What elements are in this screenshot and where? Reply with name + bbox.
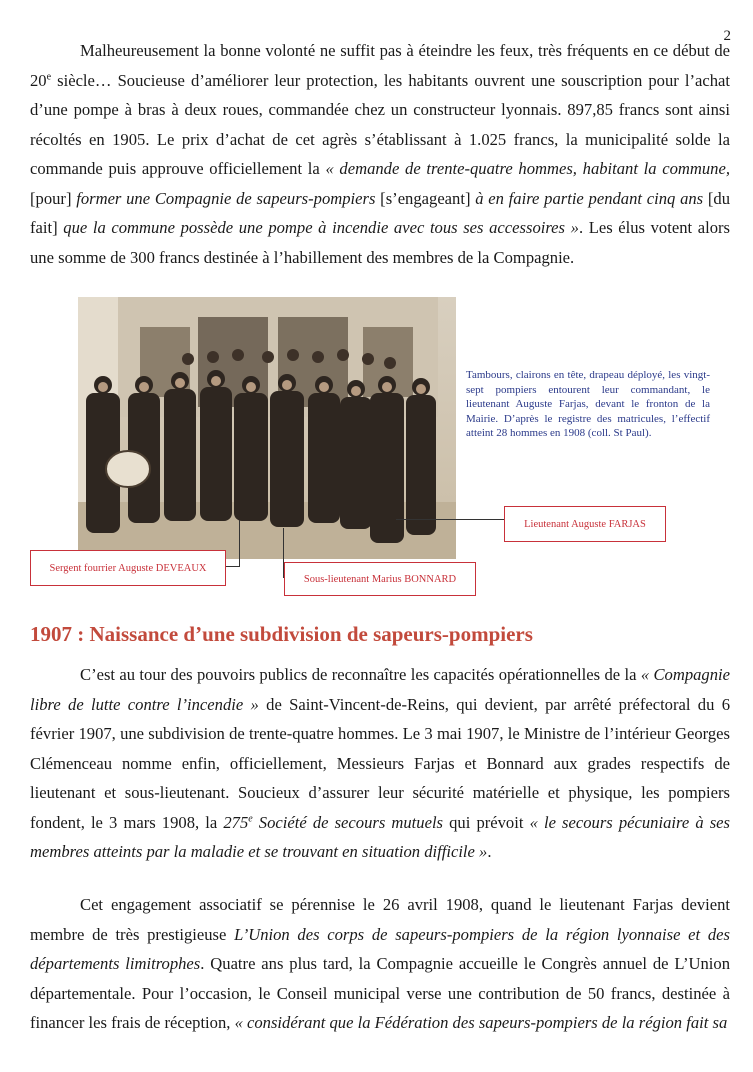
paragraph-subdivision: C’est au tour des pouvoirs publics de reconnaître les capacités opérationnelles de la « Compagnie libre de lutte contre l’incendie » de Saint-Vincent-de-Reins, qui devient, par arrêté préfectoral du 6 février 1907, une subdivision de trente-quatre hommes. Le 3 mai 1907, le Ministre de l’intérieur Georges Clémenceau nomme enfin, officiellement, Messieurs Farjas et Bonnard aux grades respectifs de lieutenant et sous-lieutenant. Soucieux d’assurer leur sécurité matérielle et physique, les pompiers fondent, le 3 mars 1908, la 275e Société de secours mutuels qui prévoit « le secours pécuniaire à ses membres atteints par la maladie et se trouvant en situation difficile ». — [30, 665, 731, 861]
label-sergent-deveaux: Sergent fourrier Auguste DEVEAUX — [30, 550, 226, 586]
section-title: 1907 : Naissance d’une subdivision de sapeurs-pompiers — [30, 622, 533, 646]
label-sous-lieutenant-bonnard: Sous-lieutenant Marius BONNARD — [284, 562, 476, 596]
farjas-connector-line — [396, 519, 504, 520]
paragraph-pump-purchase: Malheureusement la bonne volonté ne suffit pas à éteindre les feux, très fréquents en ce début de 20e siècle… Soucieuse d’améliorer leur protection, les habitants ouvrent une souscription pour l’achat d’une pompe à bras à deux roues, commandée chez un constructeur lyonnais. 897,85 francs sont ainsi récoltés en 1905. Le prix d’achat de cet agrès s’établissant à 1.025 francs, la municipalité solde la commande puis approuve officiellement la « demande de trente-quatre hommes, habitant la commune, [pour] former une Compagnie de sapeurs-pompiers [s’engageant] à en faire partie pendant cinq ans [du fait] que la commune possède une pompe à incendie avec tous ses accessoires ». Les élus votent alors une somme de 300 francs destinée à l’habillement des membres de la Compagnie. — [30, 41, 730, 267]
deveaux-connector-tick — [226, 566, 240, 567]
photo-caption: Tambours, clairons en tête, drapeau déployé, les vingt-sept pompiers entourent leur commandant, le lieutenant Auguste Farjas, devant le fronton de la Mairie. D’après le registre des matricules, l’effectif atteint 28 hommes en 1908 (coll. St Paul). — [466, 369, 710, 440]
label-lieutenant-farjas: Lieutenant Auguste FARJAS — [504, 506, 666, 542]
deveaux-connector-line — [239, 520, 240, 566]
page-number: 2 — [723, 28, 731, 44]
paragraph-union: Cet engagement associatif se pérennise le 26 avril 1908, quand le lieutenant Farjas devient membre de très prestigieuse L’Union des corps de sapeurs-pompiers de la région lyonnaise et des départements limitrophes. Quatre ans plus tard, la Compagnie accueille le Congrès annuel de L’Union départementale. Pour l’occasion, le Conseil municipal verse une contribution de 50 francs, destinée à financer les frais de réception, « considérant que la Fédération des sapeurs-pompiers de la région fait sa — [30, 895, 730, 1032]
